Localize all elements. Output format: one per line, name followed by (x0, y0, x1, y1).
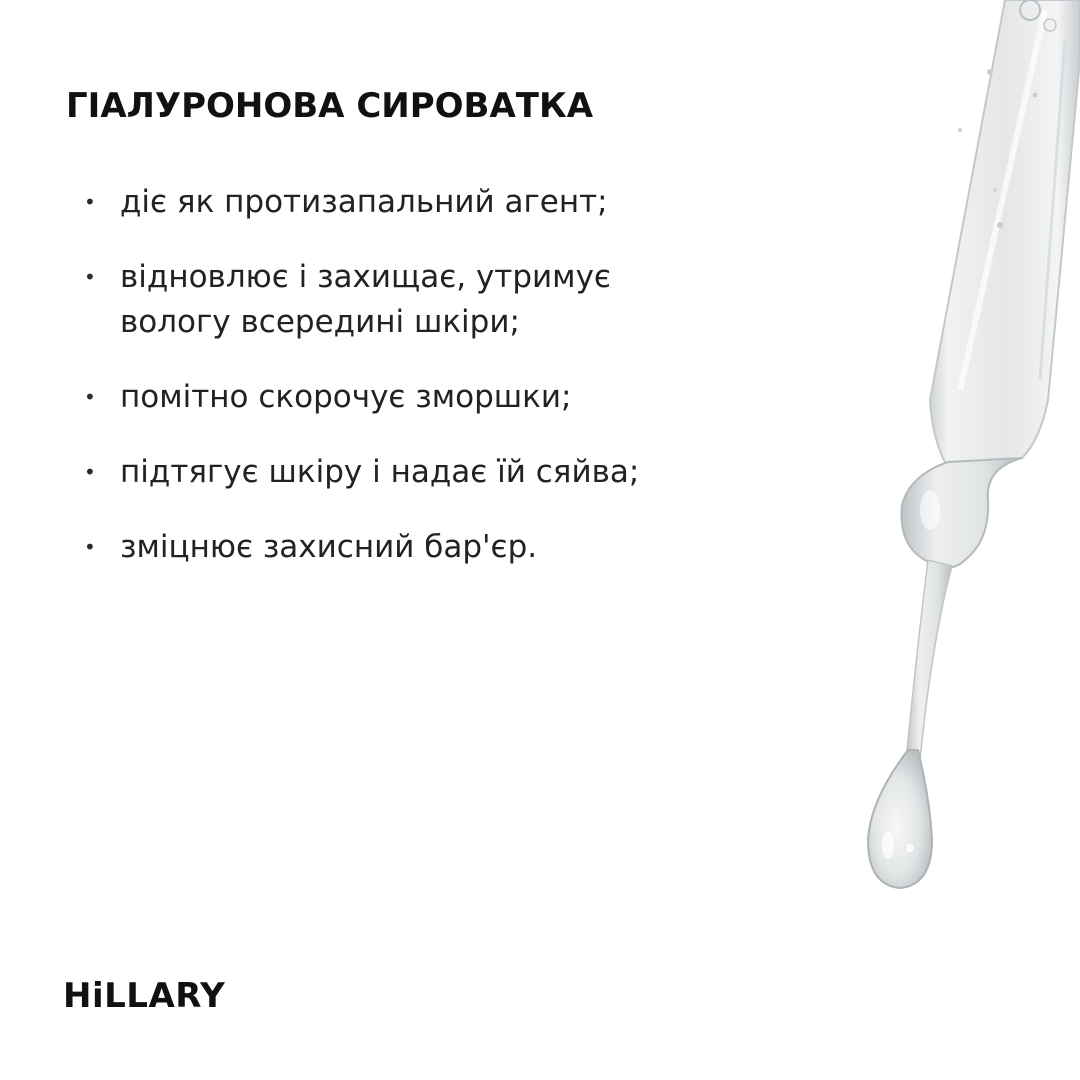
benefit-text: зміцнює захисний бар'єр. (120, 529, 538, 565)
list-item (84, 525, 744, 570)
bullet-icon: • (84, 535, 96, 559)
list-item (84, 375, 744, 420)
benefit-text: відновлює і захищає, утримує вологу всередині шкіри; (120, 259, 611, 340)
benefit-text: підтягує шкіру і надає їй сяйва; (120, 454, 640, 490)
bullet-icon: • (84, 190, 96, 214)
bullet-icon: • (84, 385, 96, 409)
bullet-icon: • (84, 265, 96, 289)
bullet-icon: • (84, 460, 96, 484)
list-item (84, 450, 744, 495)
brand-logo: HiLLARY (63, 976, 226, 1016)
benefits-list (84, 180, 744, 600)
benefit-text: помітно скорочує зморшки; (120, 379, 572, 415)
serum-dropper-drop-icon (840, 0, 1080, 900)
page-title: ГІАЛУРОНОВА СИРОВАТКА (66, 86, 594, 126)
list-item (84, 255, 744, 345)
list-item (84, 180, 744, 225)
benefit-text: діє як протизапальний агент; (120, 184, 608, 220)
